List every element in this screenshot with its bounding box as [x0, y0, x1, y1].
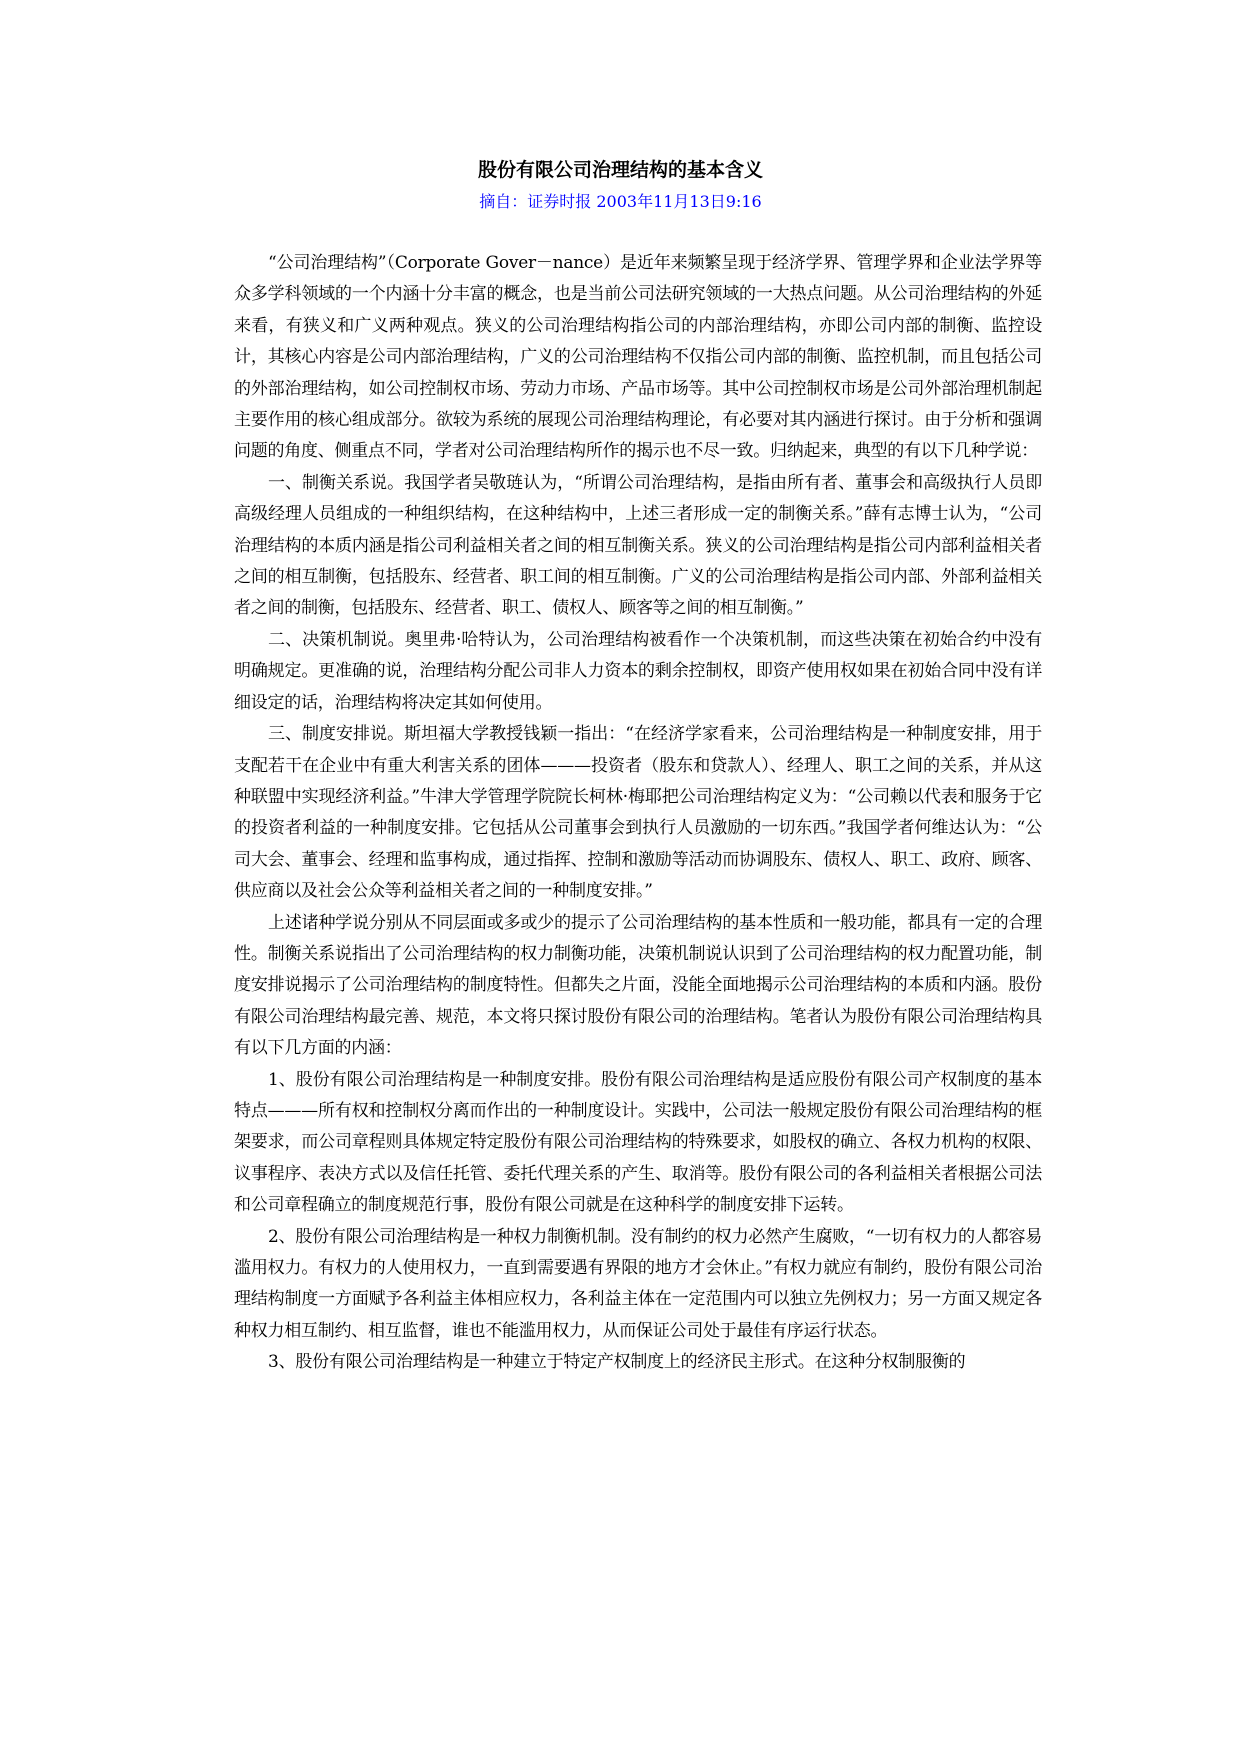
document-title: 股份有限公司治理结构的基本含义: [477, 159, 763, 181]
paragraph-intro: “公司治理结构”（Corporate Gover－nance）是近年来频繁呈现于经济学界、管理学界和企业法学界等众多学科领域的一个内涵十分丰富的概念，也是当前公司法研究领域的一大热点问题。从公司治理结构的外延来看，有狭义和广义两种观点。狭义的公司治理结构指公司的内部治理结构，亦即公司内部的制衡、监控设计，其核心内容是公司内部治理结构，广义的公司治理结构不仅指公司内部的制衡、监控机制，而且包括公司的外部治理结构，如公司控制权市场、劳动力市场、产品市场等。其中公司控制权市场是公司外部治理机制起主要作用的核心组成部分。欲较为系统的展现公司治理结构理论，有必要对其内涵进行探讨。由于分析和强调问题的角度、侧重点不同，学者对公司治理结构所作的揭示也不尽一致。归纳起来，典型的有以下几种学说：: [234, 253, 1042, 462]
document-source-line: 摘自：证券时报 2003年11月13日9:16: [479, 192, 762, 211]
paragraph-checks-and-balances: 一、制衡关系说。我国学者吴敬琏认为，“所谓公司治理结构，是指由所有者、董事会和高级执行人员即高级经理人员组成的一种组织结构，在这种结构中，上述三者形成一定的制衡关系。”薛有志博士认为，“公司治理结构的本质内涵是指公司利益相关者之间的相互制衡关系。狭义的公司治理结构是指公司内部利益相关者之间的相互制衡，包括股东、经营者、职工间的相互制衡。广义的公司治理结构是指公司内部、外部利益相关者之间的制衡，包括股东、经营者、职工、债权人、顾客等之间的相互制衡。”: [234, 472, 1042, 619]
paragraph-institutional-arrangement: 三、制度安排说。斯坦福大学教授钱颖一指出：“在经济学家看来，公司治理结构是一种制度安排，用于支配若干在企业中有重大利害关系的团体———投资者（股东和贷款人）、经理人、职工之间的关系，并从这种联盟中实现经济利益。”牛津大学管理学院院长柯林·梅耶把公司治理结构定义为：“公司赖以代表和服务于它的投资者利益的一种制度安排。它包括从公司董事会到执行人员激励的一切东西。”我国学者何维达认为：“公司大会、董事会、经理和监事构成，通过指挥、控制和激励等活动而协调股东、债权人、职工、政府、顾客、供应商以及社会公众等利益相关者之间的一种制度安排。”: [234, 724, 1042, 902]
document-body: [234, 248, 1042, 1379]
paragraph-point-1: 1、股份有限公司治理结构是一种制度安排。股份有限公司治理结构是适应股份有限公司产权制度的基本特点———所有权和控制权分离而作出的一种制度设计。实践中，公司法一般规定股份有限公司治理结构的框架要求，而公司章程则具体规定特定股份有限公司治理结构的特殊要求，如股权的确立、各权力机构的权限、议事程序、表决方式以及信任托管、委托代理关系的产生、取消等。股份有限公司的各利益相关者根据公司法和公司章程确立的制度规范行事，股份有限公司就是在这种科学的制度安排下运转。: [234, 1069, 1042, 1216]
paragraph-decision-mechanism: 二、决策机制说。奥里弗·哈特认为，公司治理结构被看作一个决策机制，而这些决策在初始合约中没有明确规定。更准确的说，治理结构分配公司非人力资本的剩余控制权，即资产使用权如果在初始合同中没有详细设定的话，治理结构将决定其如何使用。: [234, 629, 1042, 713]
paragraph-summary: 上述诸种学说分别从不同层面或多或少的提示了公司治理结构的基本性质和一般功能，都具有一定的合理性。制衡关系说指出了公司治理结构的权力制衡功能，决策机制说认识到了公司治理结构的权力配置功能，制度安排说揭示了公司治理结构的制度特性。但都失之片面，没能全面地揭示公司治理结构的本质和内涵。股份有限公司治理结构最完善、规范，本文将只探讨股份有限公司的治理结构。笔者认为股份有限公司治理结构具有以下几方面的内涵：: [234, 912, 1042, 1059]
paragraph-point-2: 2、股份有限公司治理结构是一种权力制衡机制。没有制约的权力必然产生腐败，“一切有权力的人都容易滥用权力。有权力的人使用权力，一直到需要遇有界限的地方才会休止。”有权力就应有制约，股份有限公司治理结构制度一方面赋予各利益主体相应权力，各利益主体在一定范围内可以独立先例权力；另一方面又规定各种权力相互制约、相互监督，谁也不能滥用权力，从而保证公司处于最佳有序运行状态。: [234, 1226, 1042, 1341]
paragraph-point-3: 3、股份有限公司治理结构是一种建立于特定产权制度上的经济民主形式。在这种分权制服衡的: [268, 1352, 966, 1373]
